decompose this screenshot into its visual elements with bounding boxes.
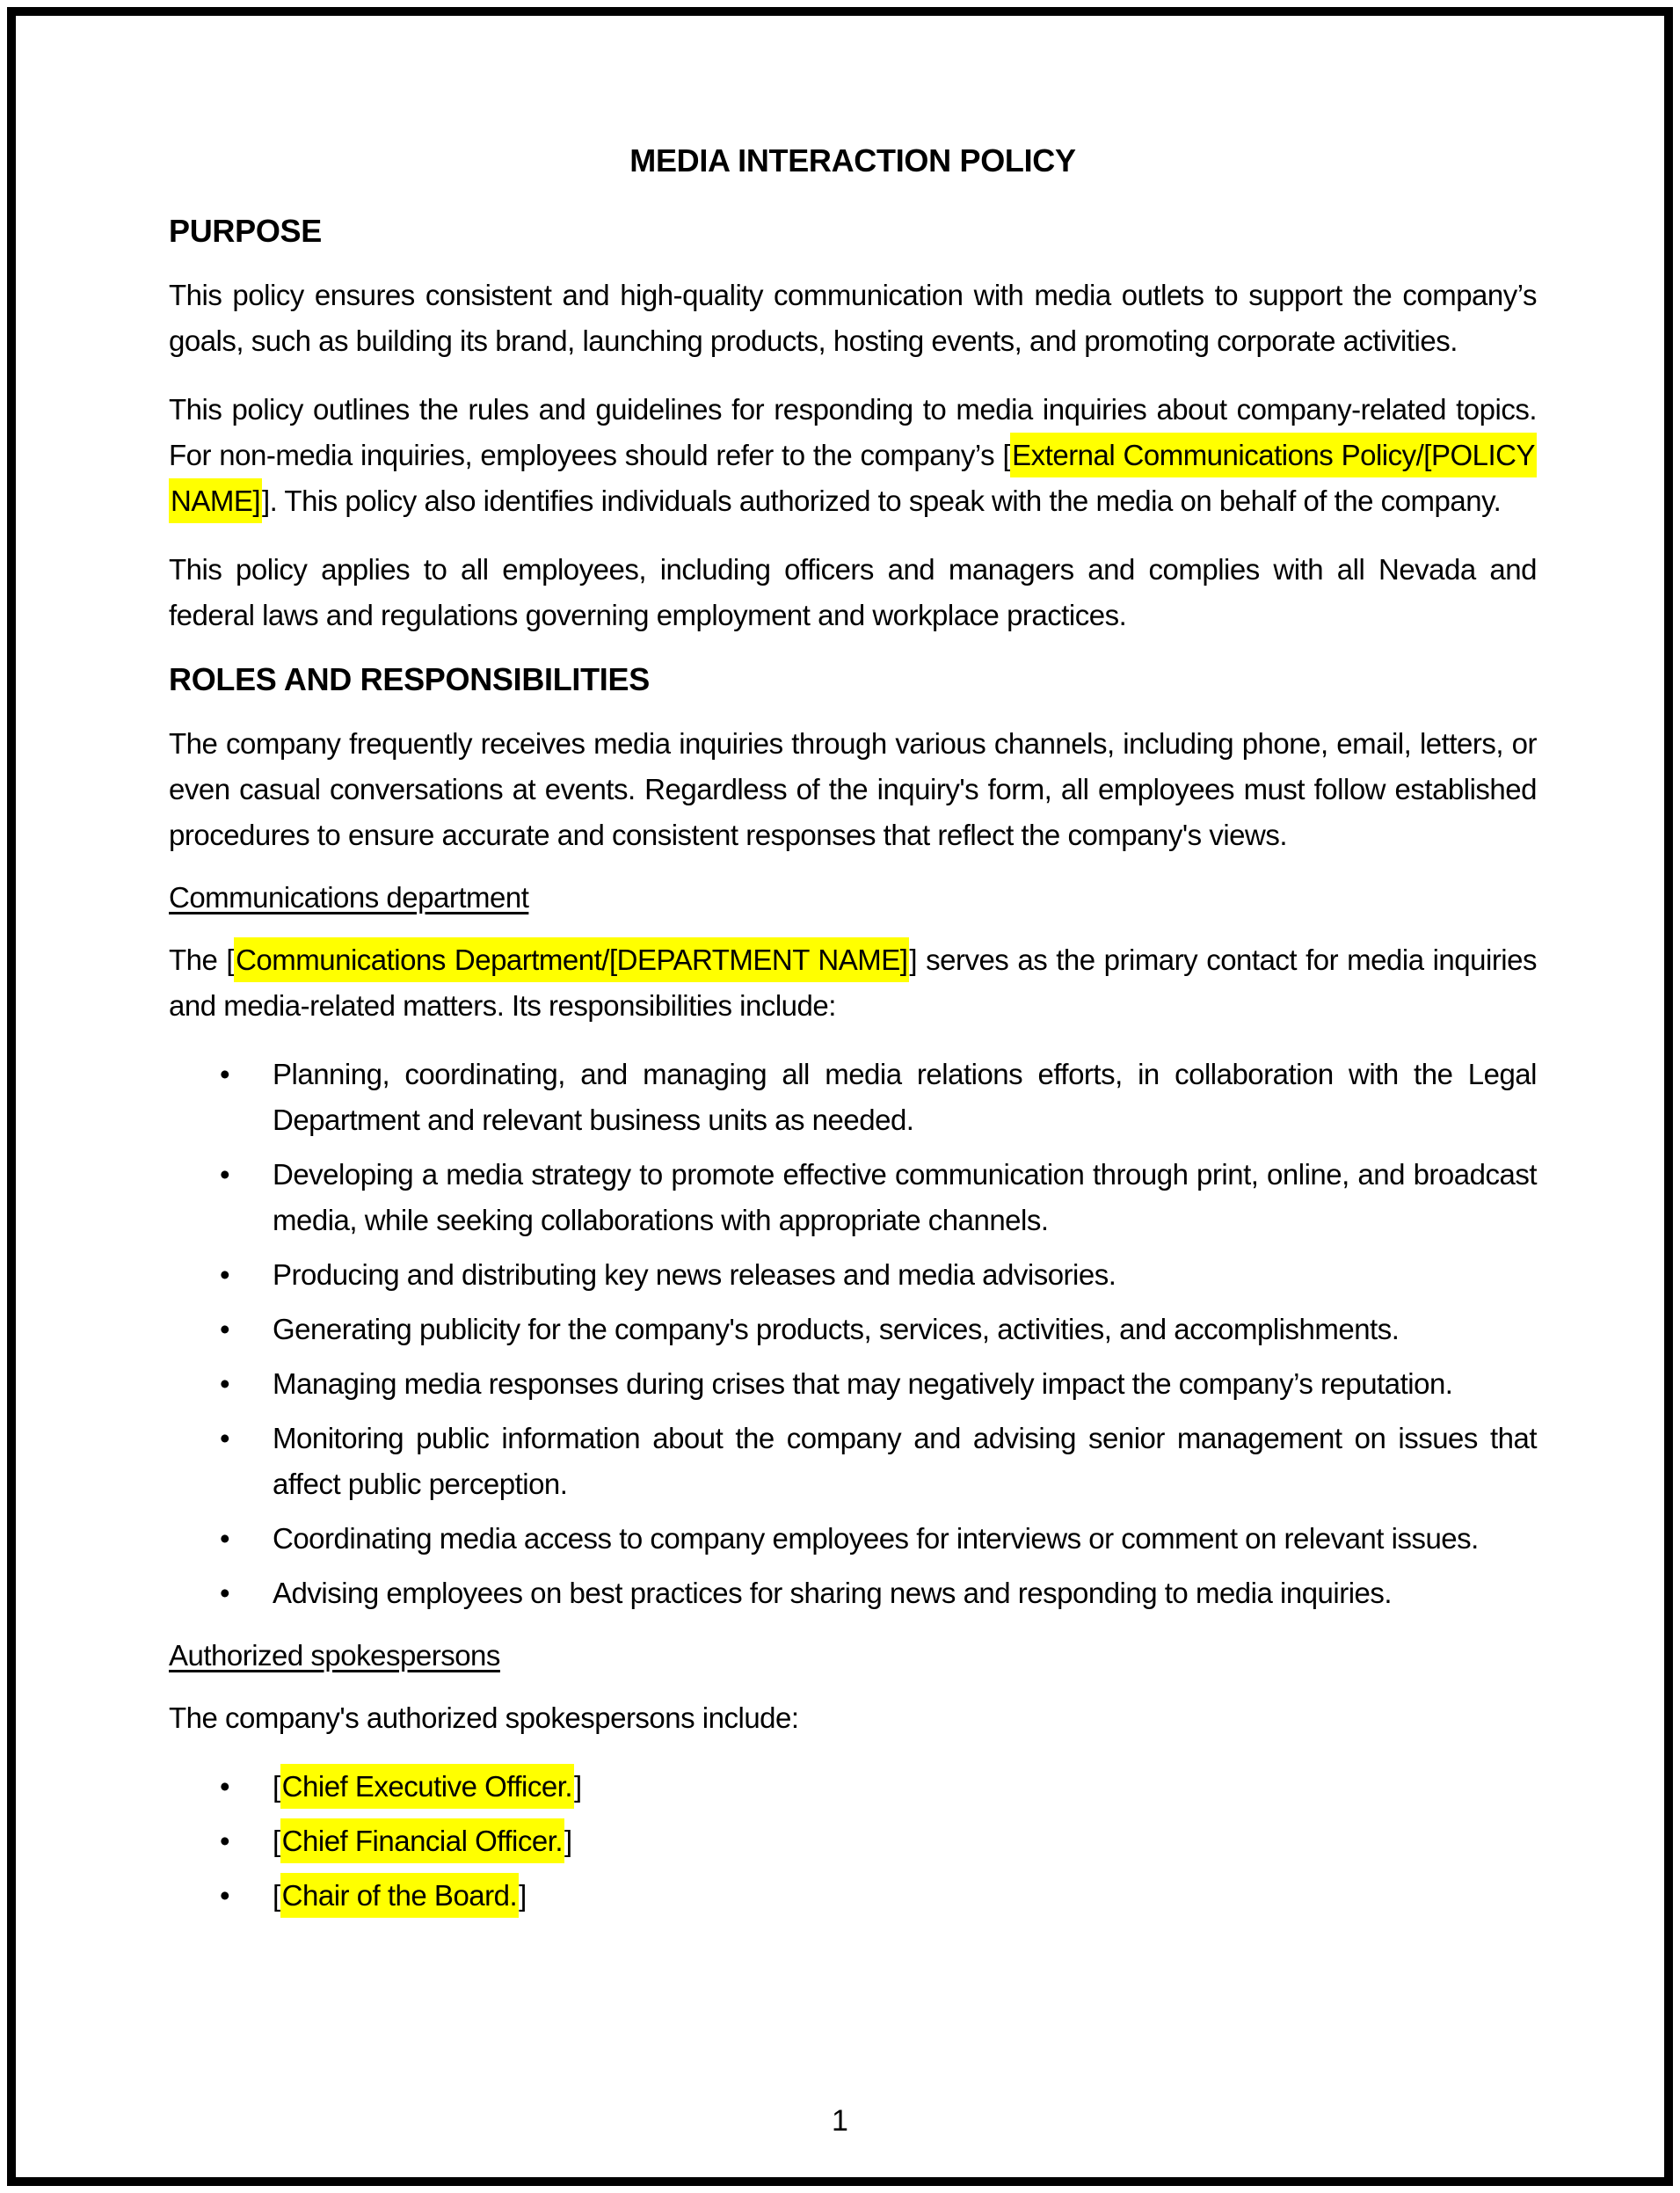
- list-item: [169, 1416, 1537, 1507]
- section-heading: ROLES AND RESPONSIBILITIES: [169, 661, 650, 697]
- document-title: MEDIA INTERACTION POLICY: [629, 142, 1076, 178]
- highlighted-text: External Communications Policy/[POLICY NAME]: [169, 433, 1537, 523]
- document-sections: [169, 213, 1537, 1919]
- bullet-icon: •: [220, 1577, 230, 1609]
- text-run: Planning, coordinating, and managing all media relations efforts, in collaboration with the Legal Department and relevant business units as needed.: [273, 1058, 1537, 1136]
- text-run: Coordinating media access to company employees for interviews or comment on relevant issues.: [273, 1522, 1479, 1555]
- bullet-icon: •: [220, 1879, 230, 1912]
- page-number: 1: [832, 2104, 848, 2138]
- text-run: The [: [169, 944, 235, 976]
- text-run: The company's authorized spokespersons include:: [169, 1701, 799, 1734]
- text-run: Monitoring public information about the company and advising senior management on issues that affect public perception.: [273, 1422, 1537, 1500]
- highlighted-text: Communications Department/[DEPARTMENT NAME]: [234, 937, 909, 982]
- subsection-heading: Communications department: [169, 881, 529, 914]
- text-run: [: [273, 1825, 280, 1857]
- section-heading: PURPOSE: [169, 213, 322, 249]
- bullet-icon: •: [220, 1522, 230, 1555]
- bullet-icon: •: [220, 1367, 230, 1400]
- text-run: Managing media responses during crises that may negatively impact the company’s reputation.: [273, 1367, 1453, 1400]
- document-body: [169, 142, 1537, 1942]
- list-item: [169, 1764, 1537, 1810]
- text-run: ]: [519, 1879, 527, 1912]
- text-run: Generating publicity for the company's products, services, activities, and accomplishments.: [273, 1313, 1400, 1345]
- text-run: This policy outlines the rules and guidelines for responding to media inquiries about company-related topics. For non-media inquiries, employees should refer to the company’s [: [169, 393, 1537, 471]
- text-run: [: [273, 1770, 280, 1803]
- paragraph: [169, 387, 1537, 524]
- paragraph: [169, 721, 1537, 858]
- text-run: ] serves as the primary contact for media inquiries and media-related matters. Its responsibilities include:: [169, 944, 1537, 1022]
- paragraph: [169, 547, 1537, 638]
- text-run: Producing and distributing key news releases and media advisories.: [273, 1258, 1116, 1291]
- highlighted-text: Chief Financial Officer.: [280, 1818, 564, 1863]
- list-item: [169, 1361, 1537, 1407]
- bullet-list: [169, 1764, 1537, 1919]
- bullet-icon: •: [220, 1313, 230, 1345]
- bullet-icon: •: [220, 1770, 230, 1803]
- text-run: This policy applies to all employees, including officers and managers and complies with all Nevada and federal laws and regulations governing employment and workplace practices.: [169, 553, 1537, 631]
- list-item: [169, 1516, 1537, 1562]
- bullet-icon: •: [220, 1825, 230, 1857]
- paragraph: [169, 273, 1537, 364]
- list-item: [169, 1307, 1537, 1352]
- text-run: ]: [574, 1770, 582, 1803]
- bullet-icon: •: [220, 1158, 230, 1191]
- text-run: [: [273, 1879, 280, 1912]
- text-run: ]: [564, 1825, 572, 1857]
- text-run: Developing a media strategy to promote effective communication through print, online, and broadcast media, while seeking collaborations with appropriate channels.: [273, 1158, 1537, 1236]
- paragraph: [169, 937, 1537, 1029]
- bullet-icon: •: [220, 1058, 230, 1090]
- list-item: [169, 1873, 1537, 1919]
- highlighted-text: Chief Executive Officer.: [280, 1764, 574, 1809]
- bullet-icon: •: [220, 1422, 230, 1454]
- text-run: This policy ensures consistent and high-quality communication with media outlets to support the company’s goals, such as building its brand, launching products, hosting events, and promoting corporate activities.: [169, 279, 1537, 357]
- text-run: ]. This policy also identifies individuals authorized to speak with the media on behalf of the company.: [262, 484, 1502, 517]
- list-item: [169, 1052, 1537, 1143]
- list-item: [169, 1570, 1537, 1616]
- highlighted-text: Chair of the Board.: [280, 1873, 520, 1918]
- list-item: [169, 1252, 1537, 1298]
- paragraph: [169, 1695, 1537, 1741]
- text-run: The company frequently receives media inquiries through various channels, including phone, email, letters, or even casual conversations at events. Regardless of the inquiry's form, all employees must follow established procedures to ensure accurate and consistent responses that reflect the company's views.: [169, 727, 1537, 851]
- subsection-heading: Authorized spokespersons: [169, 1639, 500, 1672]
- text-run: Advising employees on best practices for sharing news and responding to media inquiries.: [273, 1577, 1393, 1609]
- list-item: [169, 1818, 1537, 1864]
- list-item: [169, 1152, 1537, 1243]
- bullet-icon: •: [220, 1258, 230, 1291]
- bullet-list: [169, 1052, 1537, 1616]
